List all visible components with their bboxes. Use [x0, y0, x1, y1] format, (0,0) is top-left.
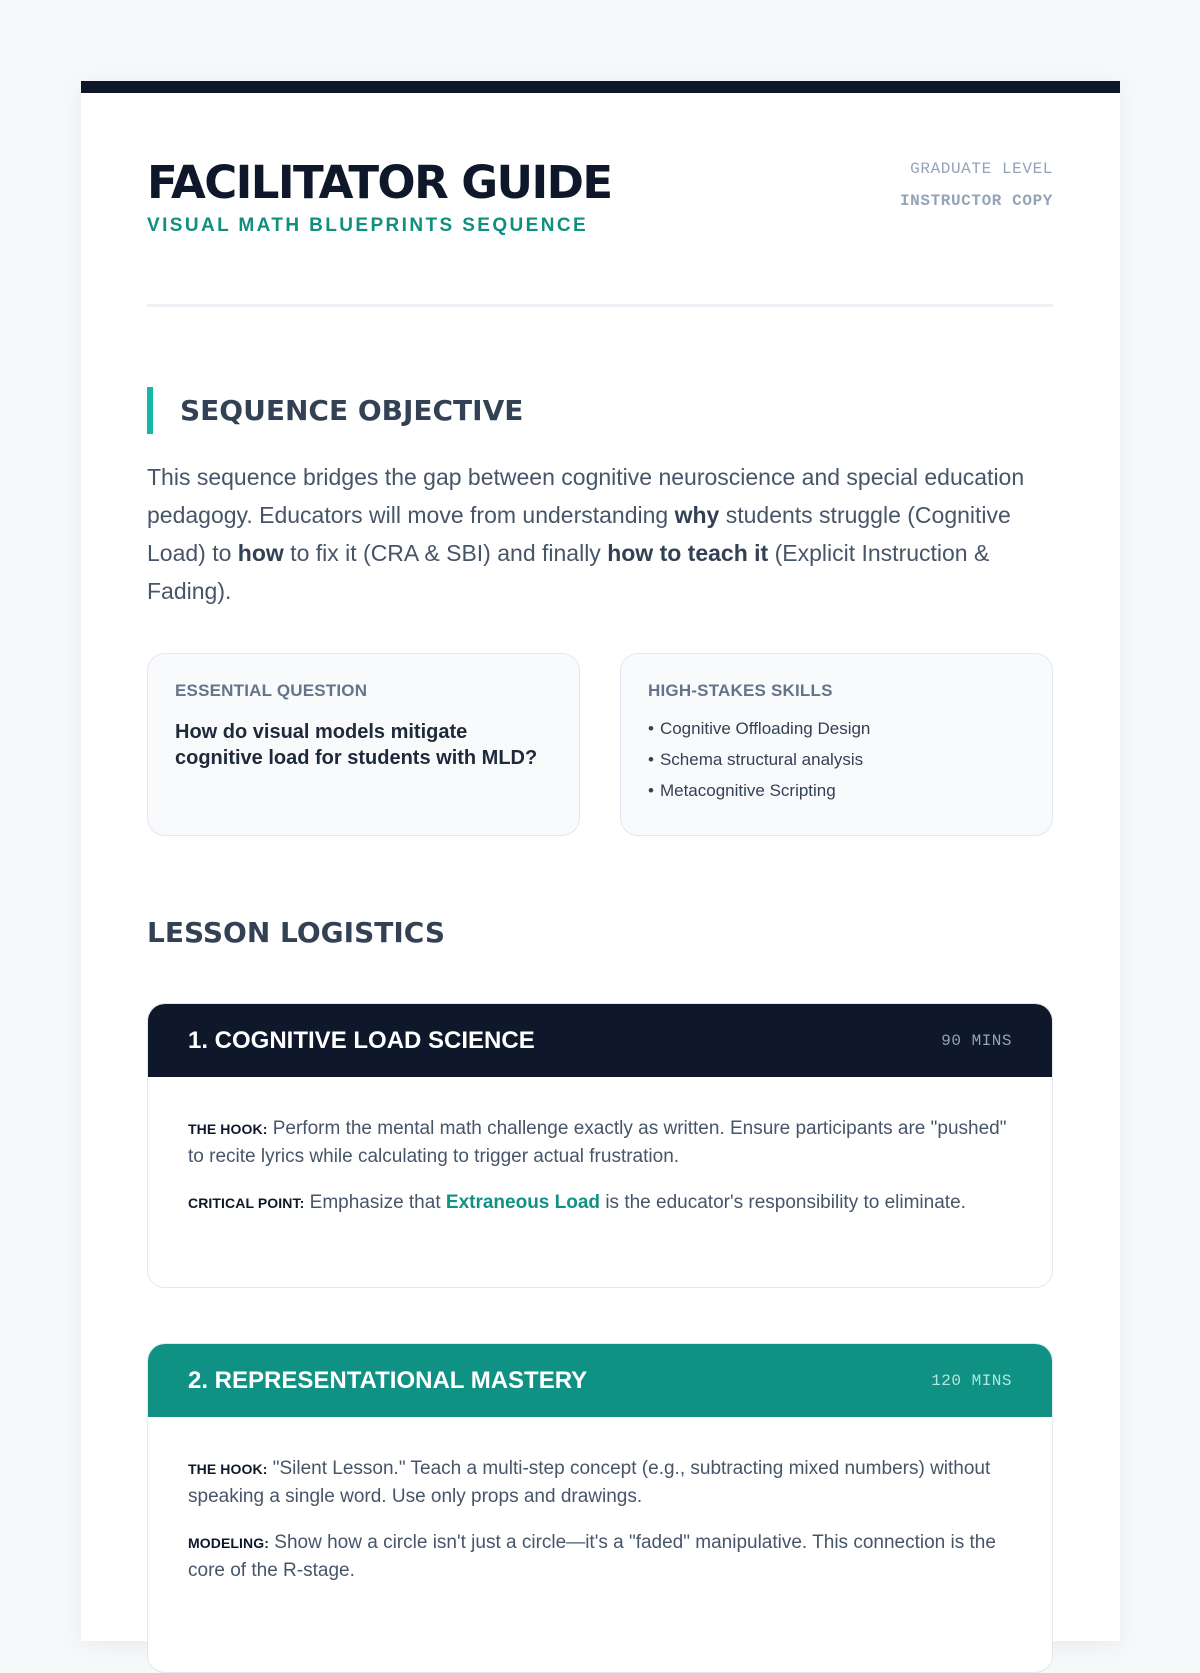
- modeling-label: MODELING:: [188, 1535, 270, 1551]
- list-item: • Schema structural analysis: [648, 744, 1025, 775]
- lesson-card-2: [147, 1343, 1053, 1673]
- objective-text-part: to fix it (CRA & SBI) and finally: [283, 540, 608, 566]
- lesson-card-1: [147, 1003, 1053, 1288]
- critical-point-text: is the educator's responsibility to eliminate.: [600, 1192, 966, 1213]
- list-item: • Metacognitive Scripting: [648, 775, 1025, 806]
- critical-point-text: Emphasize that: [309, 1192, 446, 1213]
- page-title: FACILITATOR GUIDE: [147, 156, 612, 209]
- objective-emphasis-why: why: [674, 502, 720, 528]
- copy-label: INSTRUCTOR COPY: [899, 192, 1053, 210]
- essential-question-label: ESSENTIAL QUESTION: [175, 681, 368, 700]
- critical-point-highlight: Extraneous Load: [445, 1192, 601, 1213]
- skills-card: [620, 653, 1053, 836]
- list-item: • Cognitive Offloading Design: [648, 713, 1025, 744]
- lesson-header: [148, 1344, 1052, 1417]
- lesson-hook: [188, 1115, 1012, 1171]
- critical-point-label: CRITICAL POINT:: [188, 1195, 305, 1211]
- guide-page: [81, 81, 1120, 1641]
- page-header: [147, 153, 1053, 303]
- objective-heading: SEQUENCE OBJECTIVE: [147, 387, 523, 434]
- lesson-critical-point: [188, 1189, 1012, 1217]
- objective-emphasis-teach: how to teach it: [607, 540, 769, 566]
- objective-emphasis-how: how: [237, 540, 284, 566]
- hook-text: Perform the mental math challenge exactly as written. Ensure participants are "pushed" to recite lyrics while calculating to trigger actual frustration.: [188, 1118, 1007, 1167]
- objective-text: [147, 458, 1043, 610]
- lesson-title: 2. REPRESENTATIONAL MASTERY: [188, 1366, 588, 1394]
- header-divider: [147, 304, 1053, 307]
- logistics-heading: LESSON LOGISTICS: [147, 916, 445, 949]
- lesson-duration: 120 MINS: [931, 1371, 1012, 1390]
- hook-label: THE HOOK:: [188, 1461, 268, 1477]
- lesson-hook: [188, 1455, 1012, 1511]
- hook-label: THE HOOK:: [188, 1121, 268, 1137]
- modeling-text: Show how a circle isn't just a circle—it's a "faded" manipulative. This connection is the core of the R-stage.: [188, 1532, 996, 1581]
- lesson-body: [148, 1417, 1052, 1585]
- page-subtitle: VISUAL MATH BLUEPRINTS SEQUENCE: [147, 215, 589, 236]
- lesson-title: 1. COGNITIVE LOAD SCIENCE: [188, 1026, 535, 1054]
- objective-cards: [147, 653, 1053, 836]
- objective-text-part: (Explicit Instruction & Fading).: [147, 540, 990, 604]
- hook-text: "Silent Lesson." Teach a multi-step concept (e.g., subtracting mixed numbers) without speaking a single word. Use only props and drawings.: [188, 1458, 991, 1507]
- lesson-body: [148, 1077, 1052, 1217]
- essential-question-text: How do visual models mitigate cognitive load for students with MLD?: [175, 721, 538, 769]
- lesson-header: [148, 1004, 1052, 1077]
- objective-text-part: students struggle (Cognitive Load) to: [147, 502, 1011, 566]
- lesson-duration: 90 MINS: [941, 1031, 1012, 1050]
- lesson-modeling: [188, 1529, 1012, 1585]
- document-meta: [900, 153, 1053, 217]
- objective-text-part: This sequence bridges the gap between cognitive neuroscience and special education pedagogy. Educators will move from understanding: [147, 464, 1025, 528]
- essential-question-card: [147, 653, 580, 836]
- skills-list: [648, 713, 1025, 806]
- skills-label: HIGH-STAKES SKILLS: [648, 681, 833, 700]
- level-label: GRADUATE LEVEL: [910, 160, 1053, 178]
